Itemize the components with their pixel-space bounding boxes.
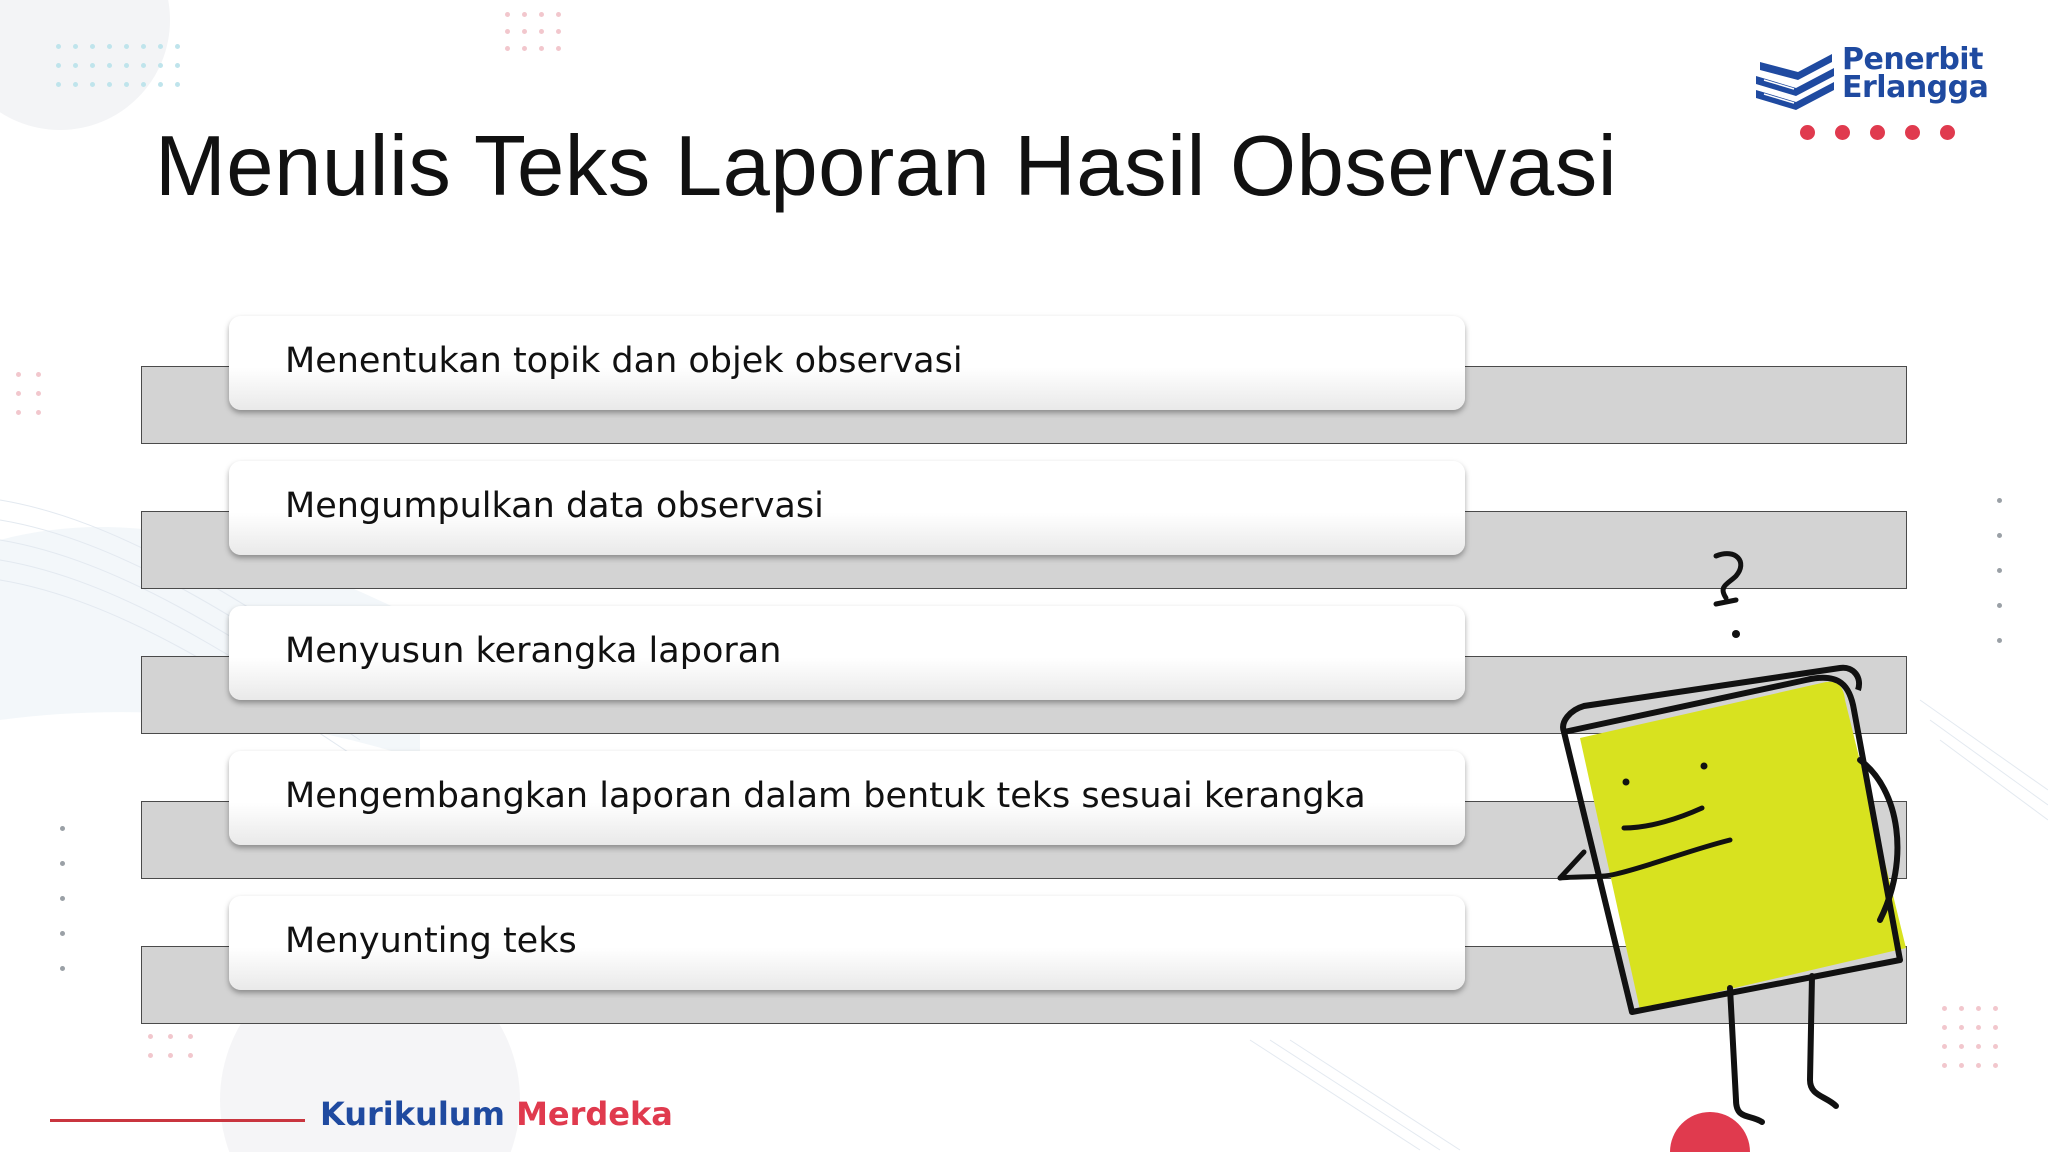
step-label: Mengumpulkan data observasi <box>285 486 824 526</box>
stacked-books-logo-icon <box>1752 50 1838 116</box>
logo-dots <box>1800 125 1955 140</box>
footer-divider <box>50 1119 305 1122</box>
footer-text <box>320 1095 673 1133</box>
step-card <box>229 461 1465 555</box>
step-label: Mengembangkan laporan dalam bentuk teks sesuai kerangka <box>285 776 1366 816</box>
step-card <box>229 896 1465 990</box>
footer-word-merdeka: Merdeka <box>516 1095 673 1133</box>
publisher-logo <box>1752 40 1992 150</box>
logo-text-line1: Penerbit <box>1842 42 1983 77</box>
step-card <box>229 606 1465 700</box>
slide-title: Menulis Teks Laporan Hasil Observasi <box>155 119 1618 214</box>
step-label: Menyusun kerangka laporan <box>285 631 782 671</box>
step-label: Menyunting teks <box>285 921 577 961</box>
step-card <box>229 751 1465 845</box>
dot-grid-decoration <box>56 44 192 87</box>
question-mark-icon <box>1716 554 1741 598</box>
step-row <box>0 316 2048 476</box>
logo-text-line2: Erlangga <box>1842 70 1989 105</box>
step-card <box>229 316 1465 410</box>
footer-word-kurikulum: Kurikulum <box>320 1095 505 1133</box>
step-label: Menentukan topik dan objek observasi <box>285 341 963 381</box>
dot-grid-decoration <box>505 12 573 51</box>
footer-branding <box>50 1095 673 1135</box>
confused-book-character <box>1540 540 1940 1160</box>
